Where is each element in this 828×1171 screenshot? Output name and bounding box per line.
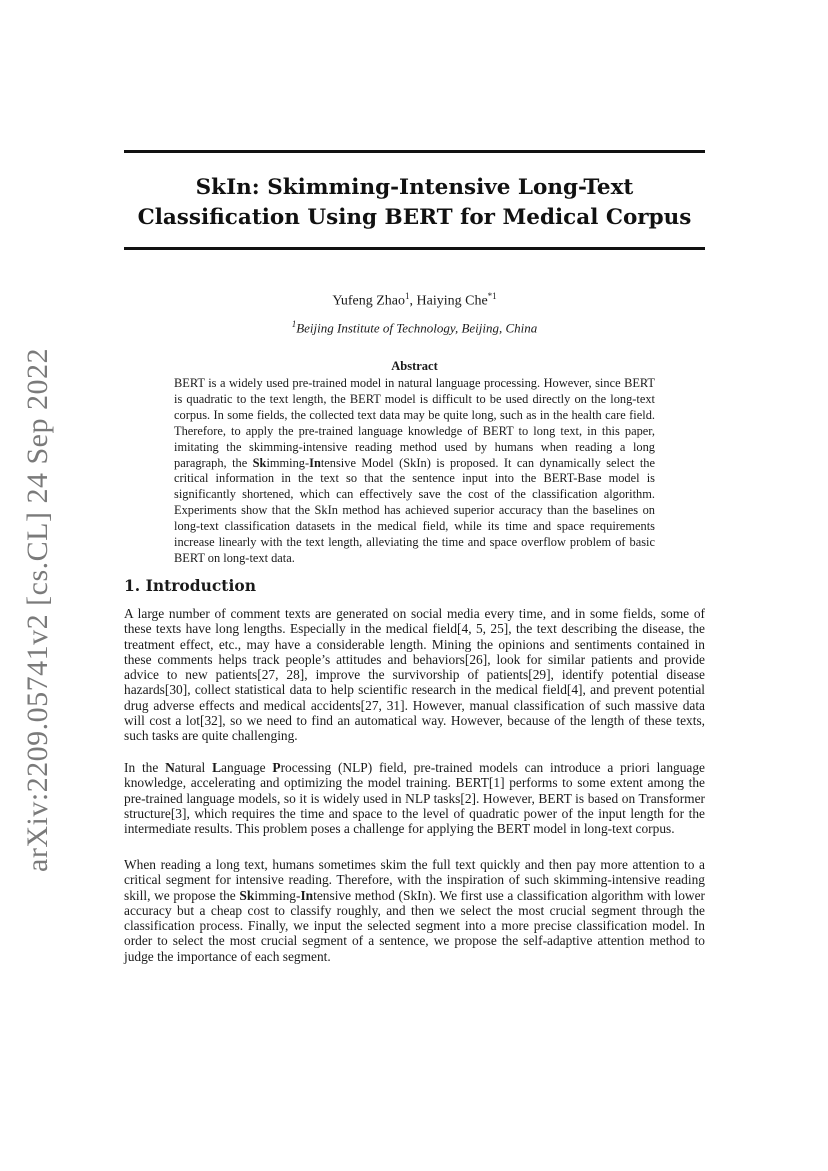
arxiv-identifier: arXiv:2209.05741v2 [cs.CL] 24 Sep 2022 [21,348,55,872]
paragraph-text-part: atural [174,760,213,775]
arxiv-sidebar-stamp [18,348,58,872]
intro-paragraph-2 [124,760,705,836]
affiliation-text: Beijing Institute of Technology, Beijing, China [296,320,538,336]
bold-initial-p: P [272,760,281,775]
abstract-text-part: imming- [266,455,310,470]
abstract-bold-sk: Sk [252,455,267,470]
title-top-rule [124,150,705,153]
author-name: Yufeng Zhao [332,293,406,309]
paragraph-text-part: imming- [254,887,301,903]
paragraph-text-part: In the [124,760,166,775]
bold-initial-n: N [165,760,175,775]
intro-paragraph-1: A large number of comment texts are generated on social media every time, and in some fields, some of these texts have long lengths. Especially in the medical field[4, 5, 25], the text describing the disease, the treatment effect, etc., may have a considerable length. Mining the opinions and sentiments contained in these comments helps track people’s attitudes and behaviors[26], look for similar patients and provide advice to new patients[27, 28], improve the survivorship of patients[29], identify potential disease hazards[30], collect statistical data to help scientific research in the medical field[4], and prevent potential drug adverse effects and medical accidents[27, 31]. However, manual classification of such massive data will cost a lot[32], so we need to find an automatical way. However, because of the length of these texts, such tasks are quite challenging. [124,606,705,744]
affiliation [124,319,705,336]
author-list [124,291,705,310]
author-affiliation-mark: 1 [405,291,410,301]
title-line-1: SkIn: Skimming-Intensive Long-Text [195,175,634,200]
paragraph-text-part: rocessing (NLP) field, pre-trained models can introduce a priori language knowledge, accelerating and optimizing the model training. BERT[1] performs to some extent among the pre-trained language models, so it is widely used in NLP tasks[2]. However, BERT is based on Transformer structure[3], which requires the time and space to the level of quadratic power of the input length for the intermediate results. This problem poses a challenge for applying the BERT model in long-text corpus. [124,760,705,837]
abstract-text [174,376,655,567]
section-heading-introduction: 1. Introduction [124,576,256,595]
paragraph-text-part: When reading a long text, humans sometimes skim the full text quickly and then pay more attention to a critical segment for intensive reading. Therefore, with the inspiration of such skimming-intensive reading skill, we propose the [124,857,705,903]
abstract-heading: Abstract [391,359,438,373]
paragraph-text-part: tensive method (SkIn). We first use a classification algorithm with lower accuracy but a cheap cost to classify roughly, and then we select the most crucial segment through the classification process. Finally, we input the selected segment into a more precise classification model. In order to select the most crucial segment of a sentence, we propose the self-adaptive attention method to judge the importance of each segment. [124,887,705,964]
author-separator: , [409,293,417,309]
author-name: Haiying Che [416,293,488,309]
title-bottom-rule [124,247,705,250]
paper-title [124,173,705,233]
author-affiliation-mark: *1 [487,291,497,301]
abstract-text-part: tensive Model (SkIn) is proposed. It can dynamically select the critical information in the text so that the sentence input into the BERT-Base model is significantly shortened, which can effectively save the cost of the classification algorithm. Experiments show that the SkIn method has achieved superior accuracy than the baselines on long-text classification datasets in the medical field, while its time and space requirements increase linearly with the text length, alleviating the time and space overflow problem of basic BERT on long-text data. [174,455,655,565]
bold-initial-l: L [212,760,221,775]
intro-paragraph-3 [124,857,705,964]
paragraph-text-part: anguage [221,760,273,775]
bold-initial-in: In [300,887,314,903]
title-line-2: Classification Using BERT for Medical Corpus [137,205,692,230]
abstract-bold-in: In [309,455,321,470]
affiliation-mark: 1 [291,319,297,329]
bold-initial-sk: Sk [239,887,255,903]
abstract-text-part: BERT is a widely used pre-trained model in natural language processing. However, since BERT is quadratic to the text length, the BERT model is difficult to be used directly on the long-text corpus. In some fields, the collected text data may be quite long, such as in the health care field. Therefore, to apply the pre-trained language knowledge of BERT to long text, in this paper, imitating the skimming-intensive reading method used by humans when reading a long paragraph, the [174,376,655,470]
